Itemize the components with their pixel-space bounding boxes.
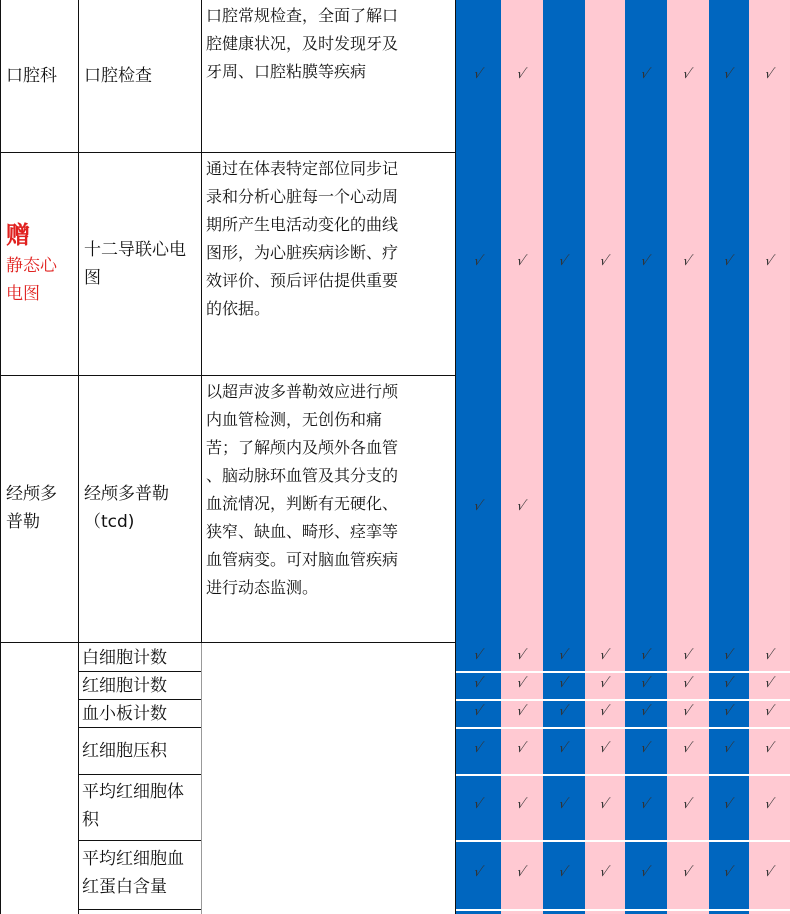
item-label: 红细胞计数 <box>82 676 167 696</box>
blood-item-hct <box>82 729 200 773</box>
grid-line <box>0 152 455 153</box>
blood-item-mcv <box>82 778 200 836</box>
check-mark: √ <box>721 704 735 719</box>
check-mark: √ <box>721 676 735 691</box>
desc-line: 牙周、口腔粘膜等疾病 <box>206 62 367 81</box>
check-mark: √ <box>762 704 776 719</box>
item-cell-dental <box>84 0 200 152</box>
item-label-line: 经颅多普勒 <box>84 484 169 504</box>
desc-line: 、脑动脉环血管及其分支的 <box>206 466 399 485</box>
check-mark: √ <box>638 741 652 756</box>
item-cell-tcd <box>84 480 200 540</box>
dept-cell-dental <box>6 0 76 152</box>
desc-line: 的依据。 <box>206 299 271 318</box>
dept-cell-ecg <box>6 218 76 318</box>
desc-cell-ecg <box>202 153 454 375</box>
check-mark: √ <box>721 254 735 269</box>
dept-label: 口腔科 <box>6 66 57 86</box>
check-mark: √ <box>471 67 485 82</box>
dept-label-line: 经颅多 <box>6 484 57 504</box>
desc-line: 通过在体表特定部位同步记 <box>206 159 399 178</box>
check-mark: √ <box>721 741 735 756</box>
check-mark: √ <box>556 254 570 269</box>
desc-line: 口腔常规检查，全面了解口 <box>206 6 399 25</box>
check-mark: √ <box>762 797 776 812</box>
desc-line: 苦；了解颅内及颅外各血管 <box>206 438 399 457</box>
grid-line <box>0 642 455 643</box>
row-separator <box>456 671 790 673</box>
check-mark: √ <box>680 741 694 756</box>
item-label-line: 十二导联心电 <box>84 240 186 260</box>
grid-line <box>0 375 455 376</box>
dept-label-line: 电图 <box>6 284 40 304</box>
desc-line: 内血管检测，无创伤和痛 <box>206 410 383 429</box>
grid-line <box>201 0 202 643</box>
check-mark: √ <box>471 741 485 756</box>
check-mark: √ <box>680 648 694 663</box>
item-label-line: （tcd) <box>84 512 135 532</box>
check-mark: √ <box>597 704 611 719</box>
desc-line: 录和分析心脏每一个心动周 <box>206 187 399 206</box>
desc-line: 效评价、预后评估提供重要 <box>206 271 399 290</box>
item-label-line: 红蛋白含量 <box>82 877 167 897</box>
desc-cell-dental <box>202 0 454 152</box>
check-mark: √ <box>762 676 776 691</box>
check-mark: √ <box>597 865 611 880</box>
blood-item-mch <box>82 845 200 903</box>
item-label: 口腔检查 <box>84 66 152 86</box>
check-mark: √ <box>556 704 570 719</box>
check-mark: √ <box>762 254 776 269</box>
check-mark: √ <box>680 797 694 812</box>
check-mark: √ <box>514 797 528 812</box>
check-mark: √ <box>680 67 694 82</box>
grid-line <box>78 699 201 700</box>
check-mark: √ <box>597 254 611 269</box>
dept-label-line: 静态心 <box>6 256 57 276</box>
item-label-line: 积 <box>82 810 99 830</box>
desc-line: 血流情况，判断有无硬化、 <box>206 494 399 513</box>
check-mark: √ <box>556 865 570 880</box>
check-mark: √ <box>514 648 528 663</box>
grid-line <box>0 0 1 914</box>
check-mark: √ <box>638 676 652 691</box>
check-mark: √ <box>762 865 776 880</box>
package-column-5 <box>625 0 667 914</box>
check-mark: √ <box>680 676 694 691</box>
blood-item-rbc <box>82 673 200 699</box>
check-mark: √ <box>514 499 528 514</box>
grid-line <box>78 671 201 672</box>
check-mark: √ <box>597 741 611 756</box>
check-mark: √ <box>762 741 776 756</box>
check-mark: √ <box>680 254 694 269</box>
check-mark: √ <box>514 865 528 880</box>
row-separator <box>456 727 790 729</box>
desc-cell-tcd <box>202 376 454 642</box>
dept-label-line: 普勒 <box>6 512 40 532</box>
check-mark: √ <box>638 254 652 269</box>
check-mark: √ <box>680 865 694 880</box>
package-column-8 <box>749 0 790 914</box>
package-column-4 <box>585 0 625 914</box>
check-mark: √ <box>597 648 611 663</box>
gift-label: 赠 <box>6 221 30 249</box>
check-mark: √ <box>638 704 652 719</box>
check-mark: √ <box>721 797 735 812</box>
check-mark: √ <box>638 67 652 82</box>
desc-line: 血管病变。可对脑血管疾病 <box>206 550 399 569</box>
blood-item-plt <box>82 701 200 727</box>
check-mark: √ <box>514 254 528 269</box>
grid-line <box>78 840 201 841</box>
check-mark: √ <box>471 704 485 719</box>
check-mark: √ <box>514 704 528 719</box>
item-label-line: 平均红细胞体 <box>82 782 184 802</box>
item-label: 白细胞计数 <box>82 648 167 668</box>
blood-item-wbc <box>82 645 200 671</box>
desc-line: 狭窄、缺血、畸形、痉挛等 <box>206 522 399 541</box>
grid-line <box>455 0 456 914</box>
check-mark: √ <box>514 741 528 756</box>
check-mark: √ <box>721 648 735 663</box>
grid-line <box>201 643 202 914</box>
check-mark: √ <box>471 676 485 691</box>
check-mark: √ <box>762 648 776 663</box>
item-label-line: 平均红细胞血 <box>82 849 184 869</box>
check-mark: √ <box>556 741 570 756</box>
check-mark: √ <box>471 648 485 663</box>
check-mark: √ <box>638 865 652 880</box>
desc-line: 图形，为心脏疾病诊断、疗 <box>206 243 399 262</box>
package-column-7 <box>709 0 749 914</box>
grid-line <box>78 0 79 914</box>
check-mark: √ <box>514 67 528 82</box>
dept-cell-tcd <box>6 480 76 540</box>
check-mark: √ <box>471 797 485 812</box>
check-mark: √ <box>762 67 776 82</box>
package-column-2 <box>501 0 543 914</box>
item-cell-ecg <box>84 236 200 296</box>
desc-line: 腔健康状况，及时发现牙及 <box>206 34 399 53</box>
desc-line: 以超声波多普勒效应进行颅 <box>206 382 399 401</box>
desc-line: 进行动态监测。 <box>206 578 319 597</box>
desc-line: 期所产生电活动变化的曲线 <box>206 215 399 234</box>
check-mark: √ <box>556 648 570 663</box>
item-label: 红细胞压积 <box>82 741 167 761</box>
check-mark: √ <box>471 254 485 269</box>
check-mark: √ <box>556 797 570 812</box>
grid-line <box>78 774 201 775</box>
row-separator <box>456 840 790 842</box>
check-mark: √ <box>556 676 570 691</box>
item-label-line: 图 <box>84 268 101 288</box>
row-separator <box>456 774 790 776</box>
check-mark: √ <box>597 676 611 691</box>
check-mark: √ <box>471 499 485 514</box>
package-column-6 <box>667 0 709 914</box>
grid-line <box>78 909 201 910</box>
check-mark: √ <box>638 797 652 812</box>
package-column-1 <box>456 0 501 914</box>
row-separator <box>456 909 790 911</box>
check-mark: √ <box>721 67 735 82</box>
check-mark: √ <box>514 676 528 691</box>
row-separator <box>456 699 790 701</box>
package-column-3 <box>543 0 585 914</box>
grid-line <box>78 727 201 728</box>
check-mark: √ <box>638 648 652 663</box>
check-mark: √ <box>597 797 611 812</box>
check-mark: √ <box>680 704 694 719</box>
check-mark: √ <box>721 865 735 880</box>
check-mark: √ <box>471 865 485 880</box>
item-label: 血小板计数 <box>82 704 167 724</box>
